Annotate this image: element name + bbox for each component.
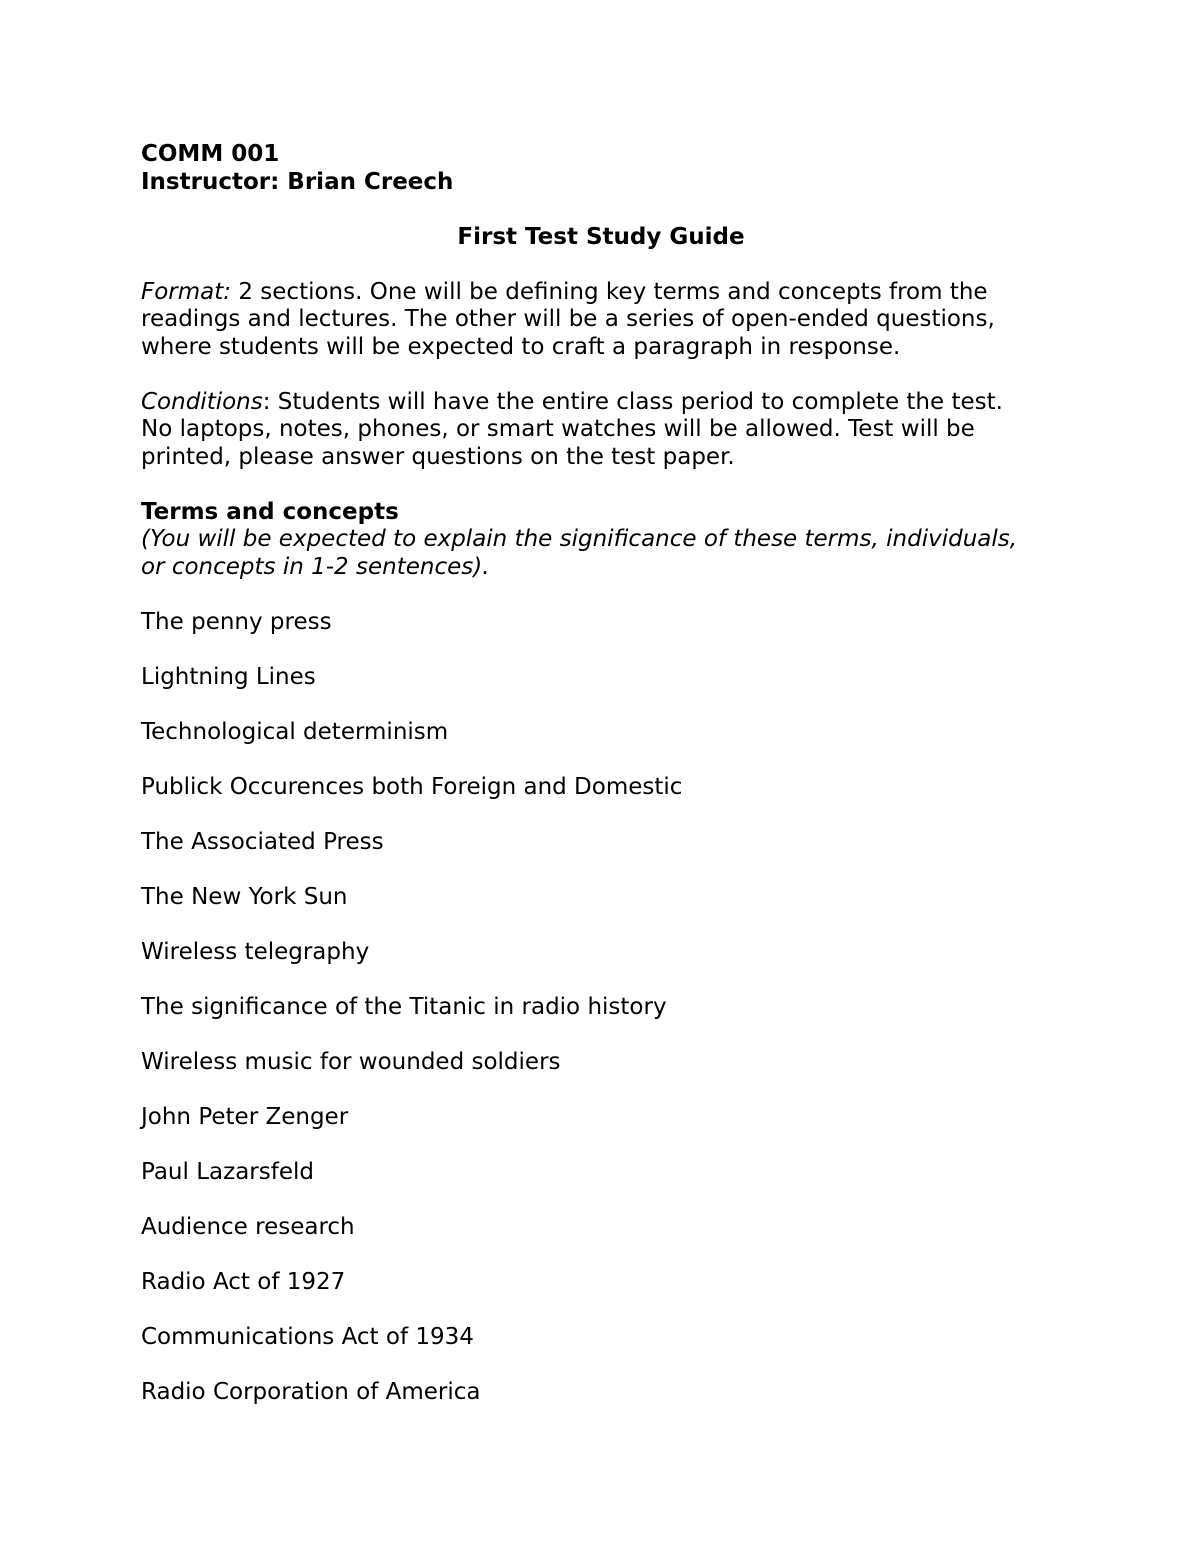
terms-instruction-line-1: (You will be expected to explain the significance of these terms, individuals, [141,526,1018,552]
terms-instruction-line-2: or concepts in 1-2 sentences). [141,553,490,580]
terms-list [141,609,1061,1407]
format-line-2: readings and lectures. The other will be a series of open-ended questions, [141,306,995,332]
document-page [141,141,1061,1406]
conditions-label: Conditions [141,388,263,415]
format-label: Format: [141,278,232,305]
term-item: Radio Corporation of America [141,1378,481,1405]
term-item: The New York Sun [141,883,348,910]
term-item: Paul Lazarsfeld [141,1158,314,1185]
format-line-3: where students will be expected to craft a paragraph in response. [141,333,901,360]
term-item: Technological determinism [141,718,449,745]
conditions-line-1 [141,389,1061,417]
format-line-1 [141,279,1061,307]
conditions-line-2: No laptops, notes, phones, or smart watches will be allowed. Test will be [141,416,975,442]
course-code: COMM 001 [141,141,280,167]
format-text-1: 2 sections. One will be defining key terms and concepts from the [231,278,988,305]
term-item: Radio Act of 1927 [141,1268,346,1295]
term-item: The significance of the Titanic in radio history [141,993,667,1020]
conditions-text-1: : Students will have the entire class period to complete the test. [262,388,1003,415]
term-item: Publick Occurences both Foreign and Domestic [141,773,683,800]
term-item: The Associated Press [141,828,384,855]
term-item: The penny press [141,608,332,635]
term-item: Wireless music for wounded soldiers [141,1048,561,1075]
document-title: First Test Study Guide [457,223,745,250]
term-item: Lightning Lines [141,663,316,690]
terms-section [141,499,1061,582]
terms-heading: Terms and concepts [141,498,399,525]
term-item: John Peter Zenger [141,1103,349,1130]
term-item: Communications Act of 1934 [141,1323,474,1350]
term-item: Audience research [141,1213,355,1240]
conditions-line-3: printed, please answer questions on the test paper. [141,443,735,470]
format-paragraph [141,279,1061,362]
instructor-name: Instructor: Brian Creech [141,168,454,195]
term-item: Wireless telegraphy [141,938,370,965]
conditions-paragraph [141,389,1061,472]
